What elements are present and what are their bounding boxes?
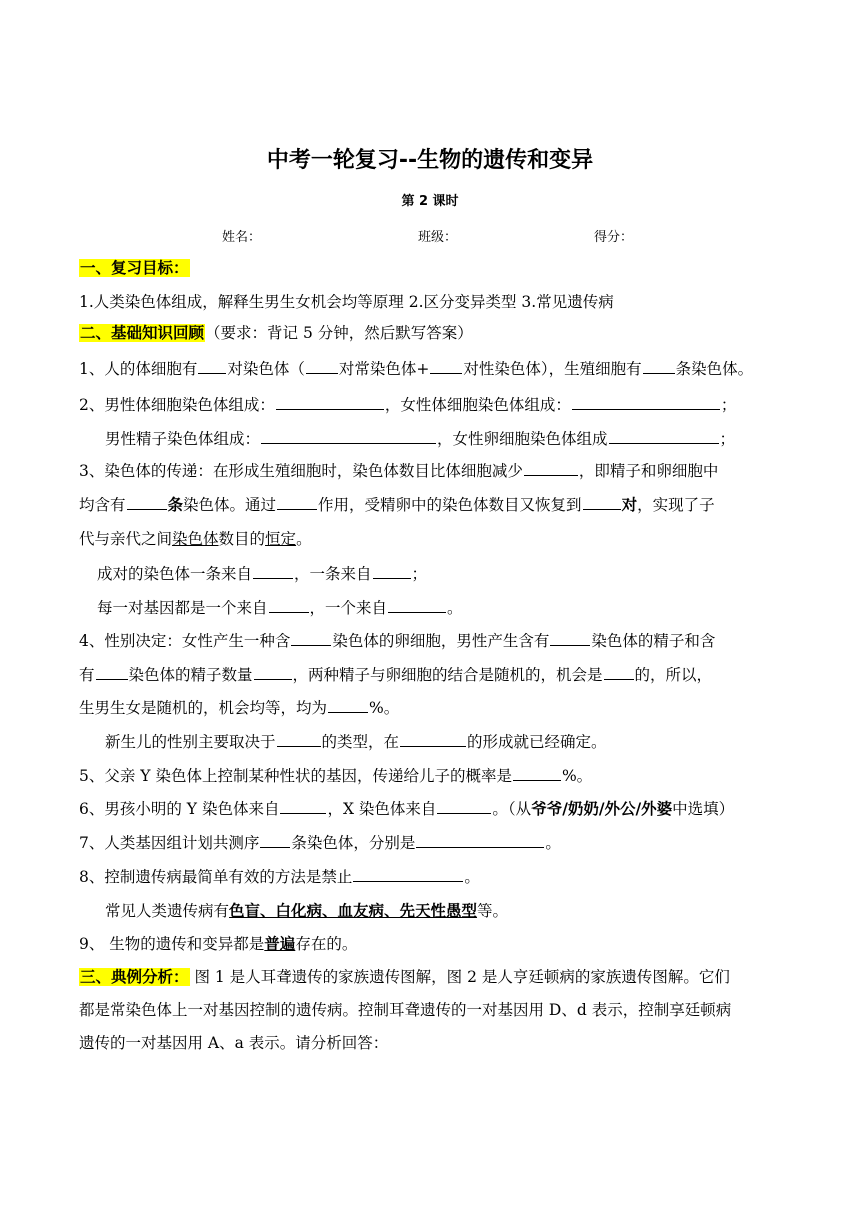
question-3: 3、染色体的传递：在形成生殖细胞时，染色体数目比体细胞减少 ，即精子和卵细胞中: [79, 462, 719, 480]
question-4: 4、性别决定：女性产生一种含 染色体的卵细胞，男性产生含有 染色体的精子和含: [79, 632, 716, 650]
answer-blank[interactable]: [280, 798, 326, 814]
answer-blank[interactable]: [328, 697, 368, 713]
score-label: 得分：: [594, 230, 634, 245]
answer-blank[interactable]: [253, 563, 293, 579]
question-3-line-4: 成对的染色体一条来自 ，一条来自 ；: [97, 565, 428, 583]
answer-blank[interactable]: [198, 358, 226, 374]
question-4-line-2: 有 染色体的精子数量 ，两种精子与卵细胞的结合是随机的，机会是 的，所以，: [79, 666, 713, 684]
answer-blank[interactable]: [291, 630, 331, 646]
answer-blank[interactable]: [260, 832, 290, 848]
answer-blank[interactable]: [524, 460, 578, 476]
question-7: 7、人类基因组计划共测序 条染色体，分别是 。: [79, 834, 561, 852]
answer-blank[interactable]: [277, 731, 321, 747]
question-6: 6、男孩小明的 Y 染色体来自 ，X 染色体来自 。（从爷爷/奶奶/外公/外婆中选填）: [79, 799, 735, 818]
answer-blank[interactable]: [373, 563, 411, 579]
answer-blank[interactable]: [269, 597, 309, 613]
example-text-line-2: 都是常染色体上一对基因控制的遗传病。控制耳聋遗传的一对基因用 D、d 表示，控制享廷顿病: [79, 1001, 732, 1019]
section-heading: 二、基础知识回顾: [80, 324, 205, 342]
answer-blank[interactable]: [306, 358, 338, 374]
name-label: 姓名：: [222, 230, 262, 245]
lesson-number: 第 2 课时: [401, 194, 459, 209]
answer-blank[interactable]: [416, 832, 544, 848]
answer-blank[interactable]: [276, 394, 384, 410]
answer-blank[interactable]: [643, 358, 675, 374]
question-1: 1、人的体细胞有 对染色体（ 对常染色体+ 对性染色体），生殖细胞有 条染色体。: [79, 360, 754, 378]
question-2-line-2: 男性精子染色体组成： ，女性卵细胞染色体组成 ；: [105, 430, 736, 448]
section-review-goals: [79, 257, 190, 279]
answer-blank[interactable]: [254, 664, 292, 680]
answer-blank[interactable]: [400, 731, 466, 747]
question-4-line-4: 新生儿的性别主要取决于 的类型，在 的形成就已经确定。: [105, 733, 607, 751]
answer-blank[interactable]: [96, 664, 128, 680]
page-title: 中考一轮复习--生物的遗传和变异: [266, 148, 594, 173]
answer-blank[interactable]: [513, 765, 561, 781]
question-4-line-3: 生男生女是随机的，机会均等，均为 %。: [79, 699, 400, 717]
answer-blank[interactable]: [550, 630, 590, 646]
question-8-line-2: 常见人类遗传病有色盲、白化病、血友病、先天性愚型等。: [105, 901, 509, 920]
options-text: 爷爷/奶奶/外公/外婆: [531, 799, 673, 818]
section-heading: 三、典例分析：: [80, 968, 189, 986]
section-heading: 一、复习目标：: [80, 259, 189, 277]
answer-blank[interactable]: [437, 798, 491, 814]
question-8: 8、控制遗传病最简单有效的方法是禁止 。: [79, 868, 480, 886]
goals-text: 1.人类染色体组成，解释生男生女机会均等原理 2.区分变异类型 3.常见遗传病: [79, 293, 614, 311]
question-3-line-3: 代与亲代之间染色体数目的恒定。: [79, 530, 312, 548]
section-example-analysis: 三、典例分析： 图 1 是人耳聋遗传的家族遗传图解，图 2 是人亨廷顿病的家族遗传图解。它们: [80, 968, 730, 986]
question-5: 5、父亲 Y 染色体上控制某种性状的基因，传递给儿子的概率是 %。: [79, 767, 593, 785]
question-3-line-5: 每一对基因都是一个来自 ，一个来自 。: [97, 599, 463, 617]
answer-blank[interactable]: [353, 866, 463, 882]
answer-blank[interactable]: [572, 394, 720, 410]
example-text-line-3: 遗传的一对基因用 A、a 表示。请分析回答：: [79, 1034, 389, 1052]
section-basic-knowledge: [79, 322, 473, 344]
answer-blank[interactable]: [604, 664, 634, 680]
answer-blank[interactable]: [127, 494, 167, 510]
answer-blank[interactable]: [609, 428, 719, 444]
answer-blank[interactable]: [261, 428, 436, 444]
answer-blank[interactable]: [583, 494, 621, 510]
answer-blank[interactable]: [388, 597, 446, 613]
answer-blank[interactable]: [277, 494, 317, 510]
question-2: 2、男性体细胞染色体组成： ，女性体细胞染色体组成： ；: [79, 396, 737, 414]
class-label: 班级：: [418, 230, 458, 245]
question-9: 9、 生物的遗传和变异都是普遍存在的。: [79, 934, 358, 953]
section-note: （要求：背记 5 分钟，然后默写答案）: [205, 324, 473, 342]
answer-blank[interactable]: [430, 358, 462, 374]
question-3-line-2: 均含有 条染色体。通过 作用，受精卵中的染色体数目又恢复到 对，实现了子: [79, 495, 715, 514]
diseases-list: 色盲、白化病、血友病、先天性愚型: [229, 901, 478, 920]
